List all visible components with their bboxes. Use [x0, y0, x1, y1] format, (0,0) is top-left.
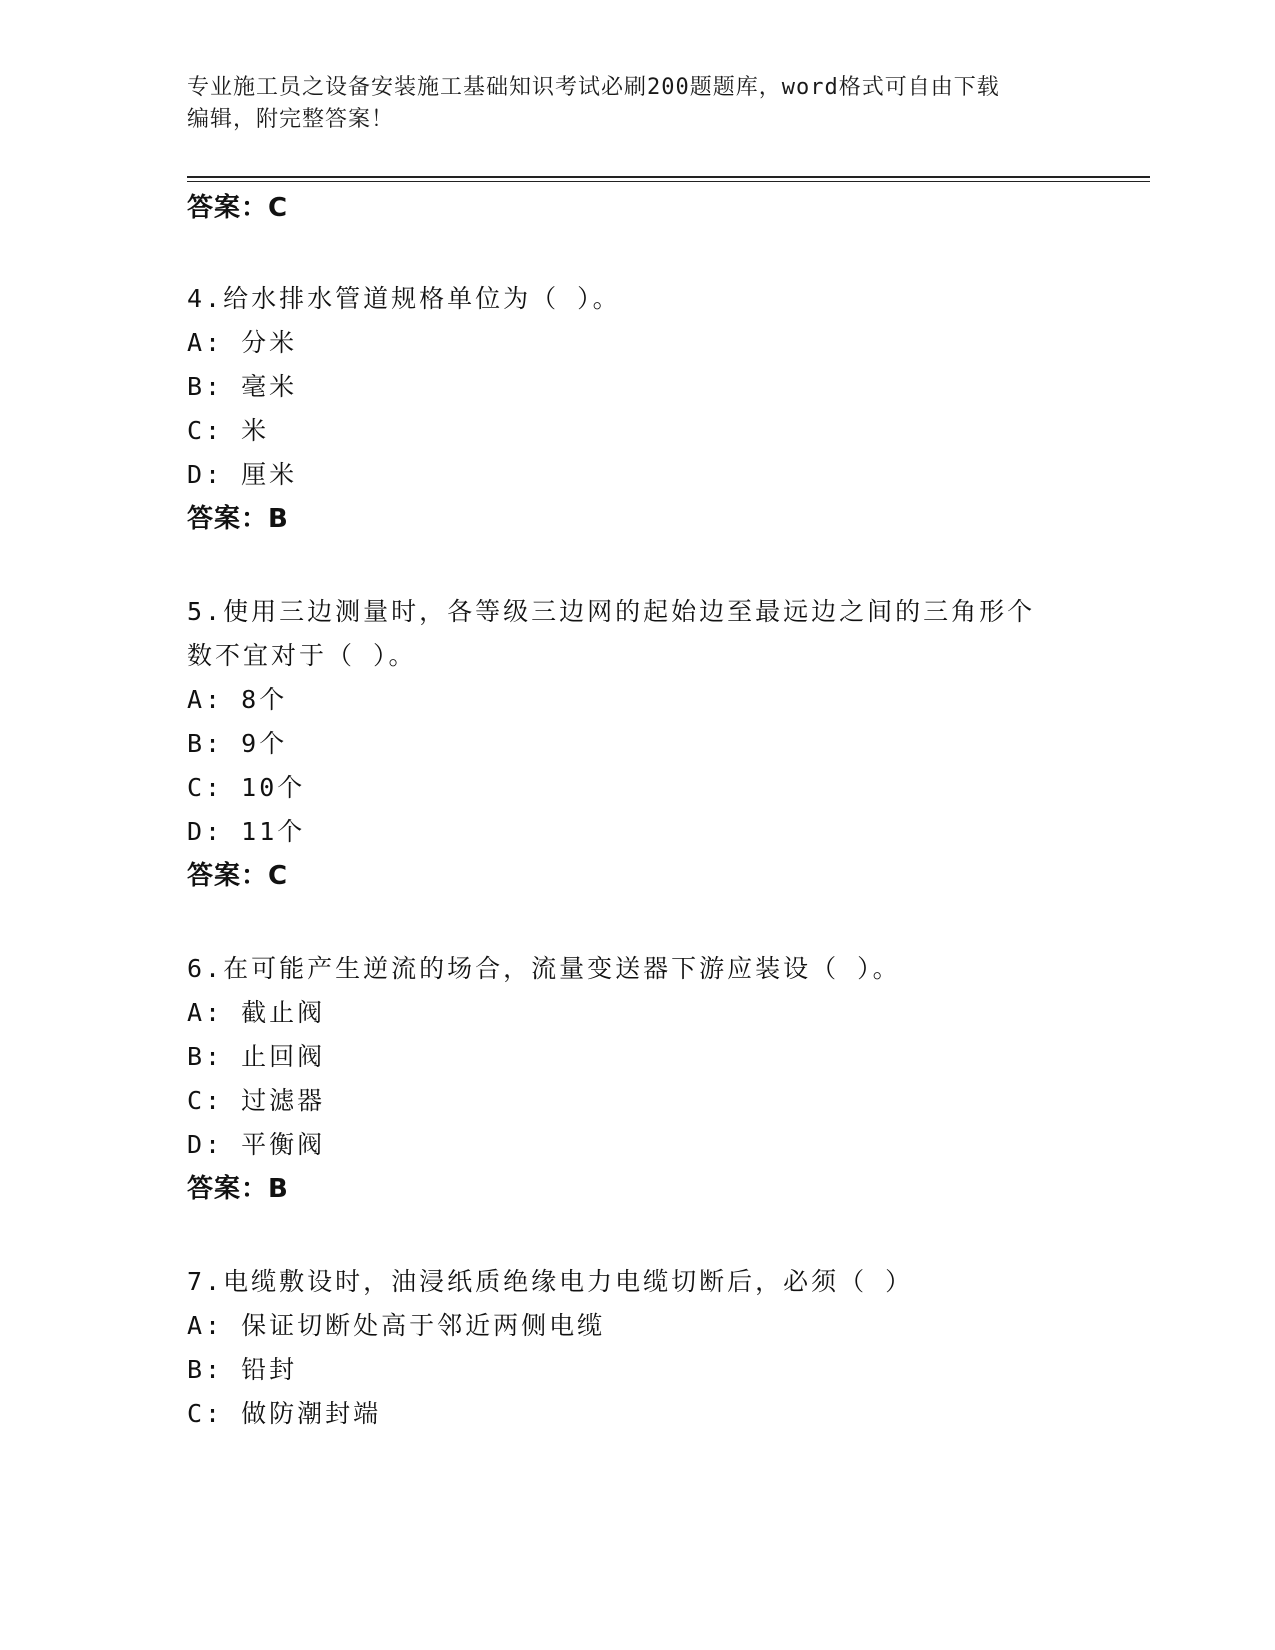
question-5-stem-line-1: 5.使用三边测量时，各等级三边网的起始边至最远边之间的三角形个 [187, 597, 1036, 626]
question-4-option-d: D: 厘米 [187, 460, 298, 489]
question-6-option-b: B: 止回阀 [187, 1042, 326, 1071]
header-line-2: 编辑，附完整答案！ [187, 107, 395, 132]
question-7-option-b: B: 铅封 [187, 1355, 298, 1384]
question-5-option-d: D: 11个 [187, 817, 306, 846]
question-5-option-a: A: 8个 [187, 685, 288, 714]
answer-q3: 答案：C [187, 193, 289, 223]
answer-q6: 答案：B [187, 1174, 289, 1204]
question-6-stem: 6.在可能产生逆流的场合，流量变送器下游应装设（ ）。 [187, 954, 901, 983]
question-4-option-a: A: 分米 [187, 328, 298, 357]
document-header [187, 72, 1087, 136]
question-7-stem: 7.电缆敷设时，油浸纸质绝缘电力电缆切断后，必须（ ） [187, 1267, 914, 1296]
question-6-option-a: A: 截止阀 [187, 998, 326, 1027]
header-line-1: 专业施工员之设备安装施工基础知识考试必刷200题题库，word格式可自由下载 [187, 75, 1000, 100]
answer-q4: 答案：B [187, 504, 289, 534]
question-5-stem-line-2: 数不宜对于（ ）。 [187, 641, 417, 670]
question-5-option-b: B: 9个 [187, 729, 288, 758]
question-6-option-c: C: 过滤器 [187, 1086, 326, 1115]
question-4-option-c: C: 米 [187, 416, 270, 445]
header-divider-thick [187, 176, 1150, 178]
question-7-option-c: C: 做防潮封端 [187, 1399, 382, 1428]
question-4-option-b: B: 毫米 [187, 372, 298, 401]
header-divider-thin [187, 181, 1150, 182]
question-7-option-a: A: 保证切断处高于邻近两侧电缆 [187, 1311, 606, 1340]
question-5-option-c: C: 10个 [187, 773, 306, 802]
question-6-option-d: D: 平衡阀 [187, 1130, 326, 1159]
question-4-stem: 4.给水排水管道规格单位为（ ）。 [187, 284, 621, 313]
answer-q5: 答案：C [187, 861, 289, 891]
